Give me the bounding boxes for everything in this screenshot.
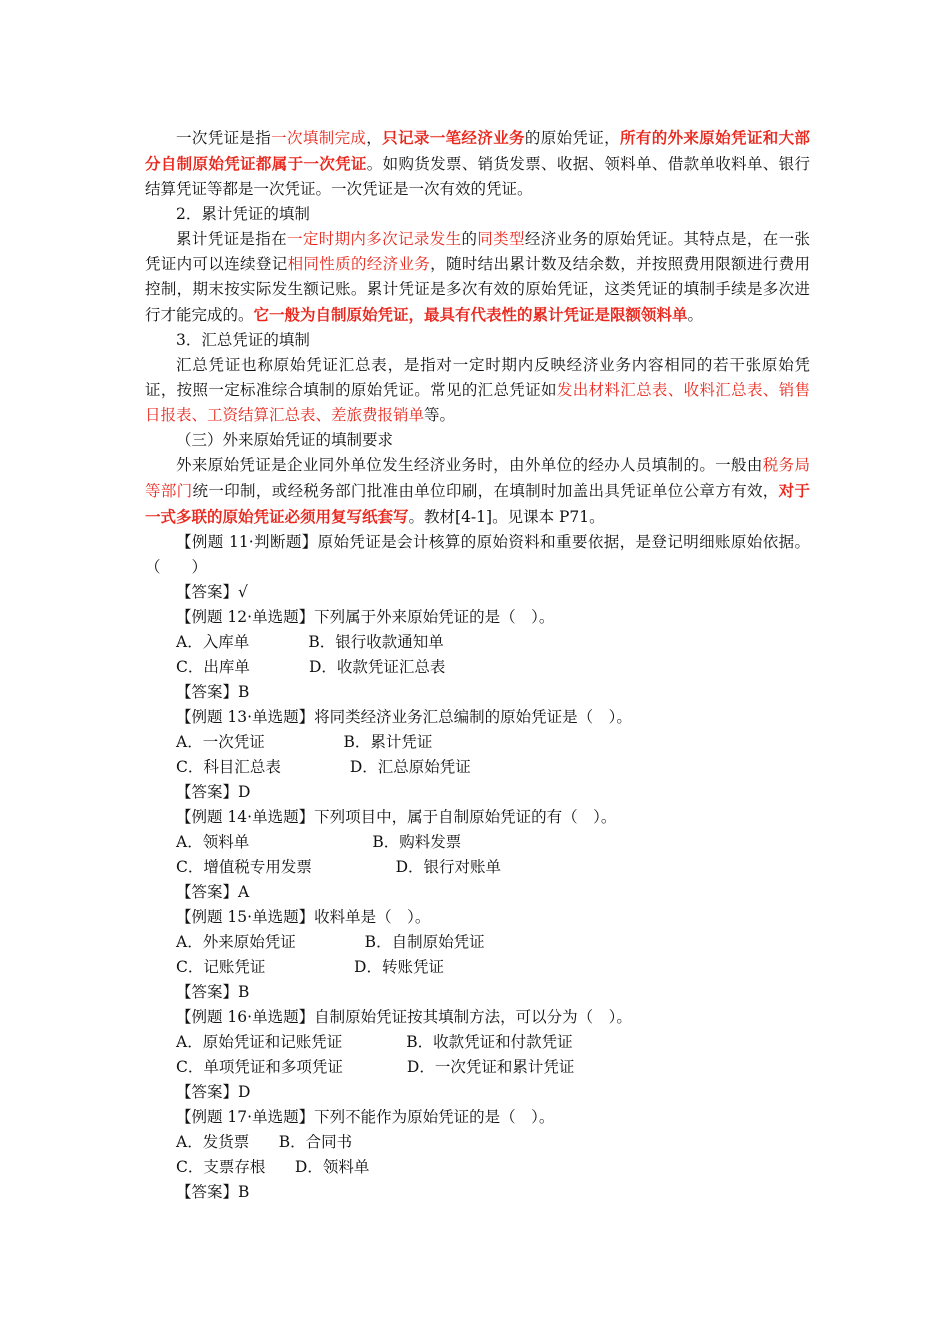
example-13-question: 【例题 13·单选题】将同类经济业务汇总编制的原始凭证是（ ）。: [176, 708, 632, 726]
heading-external-voucher: （三）外来原始凭证的填制要求: [176, 431, 394, 449]
text-span: 。如购货发票、销货发票、收据、领料单、借款单收料单、银行结算凭证等都是一次凭证。一次凭证是一次有效的凭证。: [145, 155, 810, 198]
highlight-text: 它一般为自制原始凭证，最具有代表性的累计凭证是限额领料单: [253, 305, 688, 324]
text-span: ，: [366, 129, 383, 147]
example-13-options-row-2: C．科目汇总表 D．汇总原始凭证: [176, 758, 471, 776]
example-17-options-row-1: A．发货票 B．合同书: [176, 1133, 353, 1151]
example-16-answer: 【答案】D: [176, 1083, 251, 1101]
highlight-text: 对于一式多联的原始凭证必须用复写纸套写: [145, 481, 810, 526]
paragraph-summary-voucher: [145, 353, 810, 428]
paragraph-one-time-voucher: [145, 125, 810, 202]
example-15-answer: 【答案】B: [176, 983, 250, 1001]
text-span: 统一印制，或经税务部门批准由单位印刷，在填制时加盖出具凭证单位公章方有效，: [192, 482, 779, 500]
example-11-answer: 【答案】√: [176, 583, 248, 601]
example-15-options-row-2: C．记账凭证 D．转账凭证: [176, 958, 444, 976]
highlight-text: 发出材料汇总表、收料汇总表、销售日报表、工资结算汇总表、差旅费报销单: [145, 381, 810, 424]
text-span: ，随时结出累计数及结余数，并按照费用限额进行费用控制，期末按实际发生额记账。累计凭证是多次有效的原始凭证，这类凭证的填制手续是多次进行才能完成的。: [145, 255, 810, 324]
example-14-answer: 【答案】A: [176, 883, 250, 901]
text-span: 经济业务的原始凭证。其特点是，在一张凭证内可以连续登记: [145, 230, 810, 273]
example-13-options-row-1: A．一次凭证 B．累计凭证: [176, 733, 433, 751]
text-span: 汇总凭证也称原始凭证汇总表，是指对一定时期内反映经济业务内容相同的若干张原始凭证，按照一定标准综合填制的原始凭证。常见的汇总凭证如: [145, 356, 810, 399]
example-13-answer: 【答案】D: [176, 783, 251, 801]
example-11-question: 【例题 11·判断题】原始凭证是会计核算的原始资料和重要依据，是登记明细账原始依据。（ ）: [145, 533, 810, 576]
highlight-text: 只记录一笔经济业务: [382, 128, 525, 147]
paragraph-cumulative-voucher: [145, 227, 810, 328]
example-14-question: 【例题 14·单选题】下列项目中，属于自制原始凭证的有（ ）。: [176, 808, 617, 826]
text-span: 累计凭证是指在: [176, 230, 287, 248]
highlight-text: 一次填制完成: [271, 129, 367, 147]
example-12-question: 【例题 12·单选题】下列属于外来原始凭证的是（ ）。: [176, 608, 555, 626]
heading-cumulative-voucher: 2．累计凭证的填制: [176, 205, 310, 223]
example-12-options-row-1: A．入库单 B．银行收款通知单: [176, 633, 444, 651]
example-17-options-row-2: C．支票存根 D．领料单: [176, 1158, 370, 1176]
heading-summary-voucher: 3．汇总凭证的填制: [176, 331, 310, 349]
example-14-options-row-2: C．增值税专用发票 D．银行对账单: [176, 858, 502, 876]
highlight-text: 一定时期内多次记录发生: [287, 230, 462, 248]
example-15-options-row-1: A．外来原始凭证 B．自制原始凭证: [176, 933, 485, 951]
text-span: 一次凭证是指: [176, 129, 272, 147]
text-span: 外来原始凭证是企业同外单位发生经济业务时，由外单位的经办人员填制的。一般由: [176, 456, 763, 474]
text-span: 的原始凭证，: [524, 129, 620, 147]
example-17-question: 【例题 17·单选题】下列不能作为原始凭证的是（ ）。: [176, 1108, 555, 1126]
example-15-question: 【例题 15·单选题】收料单是（ ）。: [176, 908, 431, 926]
example-17-answer: 【答案】B: [176, 1183, 250, 1201]
text-span: 等。: [424, 406, 456, 424]
highlight-text: 同类型: [477, 230, 525, 248]
example-12-answer: 【答案】B: [176, 683, 250, 701]
paragraph-external-voucher: [145, 453, 810, 530]
text-span: 。教材[4-1]。见课本 P71。: [408, 508, 605, 526]
example-12-options-row-2: C．出库单 D．收款凭证汇总表: [176, 658, 446, 676]
highlight-text: 税务局等部门: [145, 456, 810, 500]
highlight-text: 相同性质的经济业务: [287, 255, 431, 273]
example-16-options-row-1: A．原始凭证和记账凭证 B．收款凭证和付款凭证: [176, 1033, 573, 1051]
text-span: 的: [461, 230, 478, 248]
highlight-text: 所有的外来原始凭证和大部分自制原始凭证都属于一次凭证: [145, 128, 810, 173]
text-span: 。: [687, 306, 704, 324]
example-14-options-row-1: A．领料单 B．购料发票: [176, 833, 462, 851]
example-16-question: 【例题 16·单选题】自制原始凭证按其填制方法，可以分为（ ）。: [176, 1008, 632, 1026]
example-16-options-row-2: C．单项凭证和多项凭证 D．一次凭证和累计凭证: [176, 1058, 575, 1076]
document-body: [145, 125, 810, 1205]
